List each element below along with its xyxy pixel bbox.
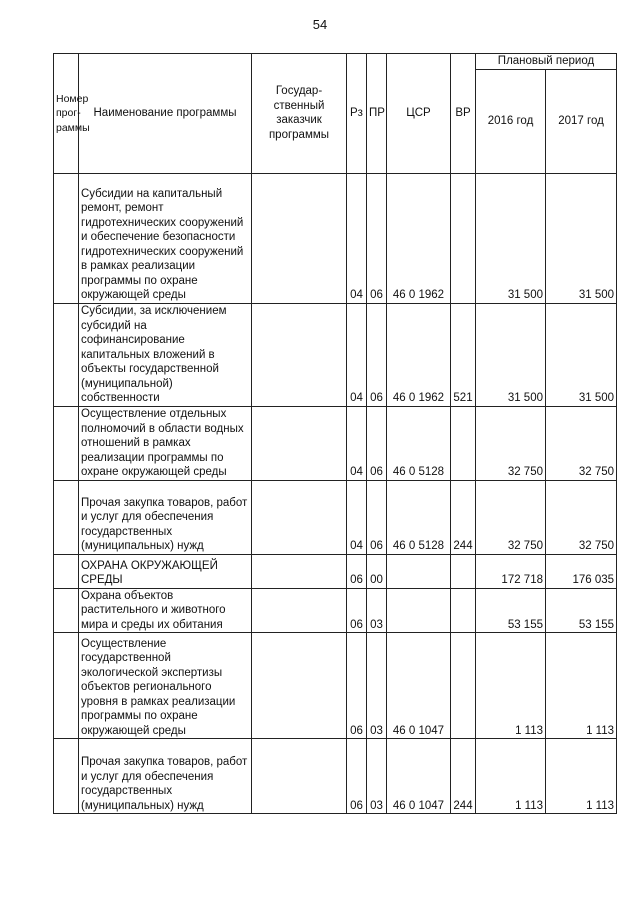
cell-pr: 00 xyxy=(367,554,387,588)
cell-2016: 32 750 xyxy=(476,406,546,480)
cell-customer xyxy=(252,173,347,303)
cell-2016: 1 113 xyxy=(476,633,546,739)
cell-program-no xyxy=(54,173,79,303)
cell-vr: 521 xyxy=(451,303,476,406)
cell-name: ОХРАНА ОКРУЖАЮЩЕЙ СРЕДЫ xyxy=(79,554,252,588)
cell-2017: 1 113 xyxy=(546,633,617,739)
header-pr: ПР xyxy=(367,54,387,174)
cell-csr: 46 0 5128 xyxy=(387,406,451,480)
table-row xyxy=(54,480,617,554)
cell-program-no xyxy=(54,633,79,739)
cell-name: Осуществление государственной экологической экспертизы объектов регионального уровня в рамках реализации программы по охране окружающей среды xyxy=(79,633,252,739)
cell-2017: 32 750 xyxy=(546,480,617,554)
table-row xyxy=(54,633,617,739)
cell-2016: 31 500 xyxy=(476,303,546,406)
cell-2017: 31 500 xyxy=(546,173,617,303)
cell-vr: 244 xyxy=(451,480,476,554)
table-header xyxy=(54,54,617,174)
cell-2017: 1 113 xyxy=(546,739,617,814)
cell-vr xyxy=(451,588,476,633)
cell-name: Субсидии на капитальный ремонт, ремонт гидротехнических сооружений и обеспечение безопасности гидротехнических сооружений в рамках реализации программы по охране окружающей среды xyxy=(79,173,252,303)
budget-table xyxy=(53,53,617,814)
header-program-no: Номер прог-раммы xyxy=(54,54,79,174)
header-vr: ВР xyxy=(451,54,476,174)
cell-rz: 06 xyxy=(347,739,367,814)
cell-customer xyxy=(252,554,347,588)
cell-csr xyxy=(387,554,451,588)
cell-vr xyxy=(451,406,476,480)
cell-2017: 32 750 xyxy=(546,406,617,480)
cell-program-no xyxy=(54,739,79,814)
cell-2016: 1 113 xyxy=(476,739,546,814)
cell-csr: 46 0 1962 xyxy=(387,173,451,303)
cell-2016: 172 718 xyxy=(476,554,546,588)
cell-customer xyxy=(252,303,347,406)
cell-program-no xyxy=(54,303,79,406)
header-customer: Государ-ственный заказчик программы xyxy=(252,54,347,174)
cell-program-no xyxy=(54,554,79,588)
table-row xyxy=(54,406,617,480)
header-rz: Рз xyxy=(347,54,367,174)
page-number: 54 xyxy=(312,17,328,32)
cell-vr xyxy=(451,554,476,588)
cell-customer xyxy=(252,406,347,480)
header-planned-period: Плановый период xyxy=(476,54,617,70)
cell-rz: 04 xyxy=(347,406,367,480)
table-row xyxy=(54,739,617,814)
cell-csr: 46 0 5128 xyxy=(387,480,451,554)
cell-2016: 53 155 xyxy=(476,588,546,633)
cell-name: Субсидии, за исключением субсидий на софинансирование капитальных вложений в объекты государственной (муниципальной) собственности xyxy=(79,303,252,406)
cell-pr: 06 xyxy=(367,303,387,406)
cell-name: Прочая закупка товаров, работ и услуг для обеспечения государственных (муниципальных) нужд xyxy=(79,739,252,814)
cell-name: Осуществление отдельных полномочий в области водных отношений в рамках реализации программы по охране окружающей среды xyxy=(79,406,252,480)
cell-pr: 06 xyxy=(367,406,387,480)
cell-vr: 244 xyxy=(451,739,476,814)
cell-pr: 03 xyxy=(367,633,387,739)
cell-name: Охрана объектов растительного и животного мира и среды их обитания xyxy=(79,588,252,633)
cell-rz: 04 xyxy=(347,303,367,406)
cell-csr: 46 0 1962 xyxy=(387,303,451,406)
cell-pr: 03 xyxy=(367,739,387,814)
header-year-2017: 2017 год xyxy=(546,69,617,173)
cell-name: Прочая закупка товаров, работ и услуг для обеспечения государственных (муниципальных) нужд xyxy=(79,480,252,554)
cell-vr xyxy=(451,173,476,303)
cell-pr: 06 xyxy=(367,480,387,554)
cell-program-no xyxy=(54,480,79,554)
header-csr: ЦСР xyxy=(387,54,451,174)
cell-csr: 46 0 1047 xyxy=(387,633,451,739)
table-body xyxy=(54,173,617,814)
cell-2017: 31 500 xyxy=(546,303,617,406)
cell-customer xyxy=(252,739,347,814)
cell-2016: 32 750 xyxy=(476,480,546,554)
table-row xyxy=(54,303,617,406)
header-year-2016: 2016 год xyxy=(476,69,546,173)
cell-2017: 176 035 xyxy=(546,554,617,588)
cell-customer xyxy=(252,633,347,739)
cell-program-no xyxy=(54,406,79,480)
cell-rz: 06 xyxy=(347,554,367,588)
cell-vr xyxy=(451,633,476,739)
cell-rz: 06 xyxy=(347,633,367,739)
table-row xyxy=(54,554,617,588)
cell-rz: 04 xyxy=(347,173,367,303)
cell-rz: 04 xyxy=(347,480,367,554)
cell-2017: 53 155 xyxy=(546,588,617,633)
header-name: Наименование программы xyxy=(79,54,252,174)
table-row xyxy=(54,588,617,633)
cell-rz: 06 xyxy=(347,588,367,633)
cell-2016: 31 500 xyxy=(476,173,546,303)
cell-pr: 06 xyxy=(367,173,387,303)
cell-program-no xyxy=(54,588,79,633)
cell-csr: 46 0 1047 xyxy=(387,739,451,814)
cell-csr xyxy=(387,588,451,633)
table-row xyxy=(54,173,617,303)
cell-customer xyxy=(252,480,347,554)
cell-customer xyxy=(252,588,347,633)
cell-pr: 03 xyxy=(367,588,387,633)
